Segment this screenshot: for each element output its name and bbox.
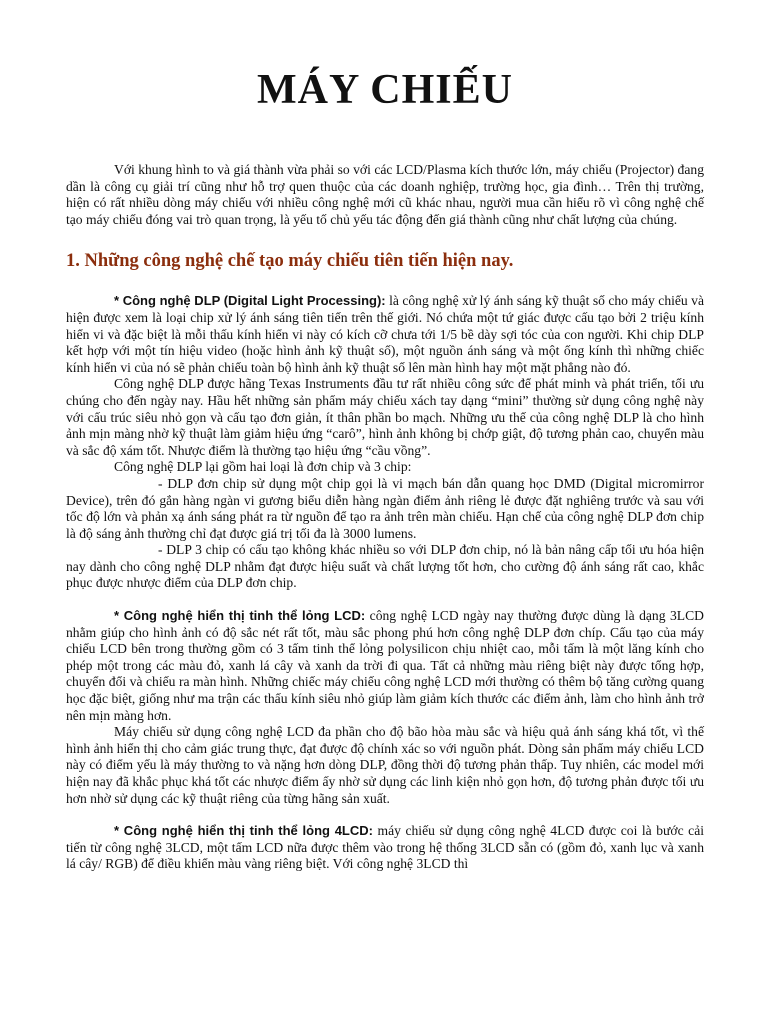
dlp-paragraph-3: Công nghệ DLP lại gồm hai loại là đơn chip và 3 chip: <box>114 459 412 475</box>
dlp-paragraph-2: Công nghệ DLP được hãng Texas Instruments đầu tư rất nhiều công sức để phát minh và phát triển, tối ưu chúng cho đến ngày nay. Hầu hết những sản phẩm máy chiếu xách tay dạng “mini” thường sử dụng công nghệ này với cấu trúc siêu nhỏ gọn và cấu tạo đơn giản, ít thân phần bo mạch. Những ưu thế của công nghệ DLP là cho hình ảnh mịn màng nhờ kỹ thuật làm giảm hiệu ứng “carô”, hình ảnh không bị chớp giật, độ tương phản cao, chuyển màu và sắc độ xám tốt. Nhược điểm là thường tạo hiệu ứng “cầu vồng”. <box>66 376 704 458</box>
lcd4-text: máy chiếu sử dụng công nghệ 4LCD được coi là bước cải tiến từ công nghệ 3LCD, một tấm LCD nữa được thêm vào trong hệ thống 3LCD sẵn có (gồm đỏ, xanh lục và xanh lá cây/ RGB) để điều khiển màu vàng riêng biệt. Với công nghệ 3LCD thì <box>66 823 704 872</box>
intro-paragraph: Với khung hình to và giá thành vừa phải so với các LCD/Plasma kích thước lớn, máy chiếu (Projector) đang dần là công cụ giải trí cũng như hỗ trợ quen thuộc của các doanh nghiệp, trường học, gia đình… Trên thị trường, hiện có rất nhiều dòng máy chiếu với nhiều công nghệ mới cũ khác nhau, người mua cần hiểu rõ vì công nghệ chế tạo máy chiếu đóng vai trò quan trọng, là yếu tố chủ yếu tác động đến giá thành cũng như chất lượng của chúng. <box>66 162 704 227</box>
dlp-paragraph <box>66 293 704 376</box>
dlp-bullet-single-chip: - DLP đơn chip sử dụng một chip gọi là vi mạch bán dẫn quang học DMD (Digital micromirror Device), trên đó gắn hàng ngàn vi gương biểu diễn hàng ngàn điểm ảnh riêng lẻ được đặt nghiêng trước và sau với tốc độ lớn và phản xạ ánh sáng phát ra từ nguồn để tạo ra ảnh trên màn chiếu. Hạn chế của công nghệ DLP đơn chip là độ sáng ảnh thường chỉ đạt được giá trị tối đa là 3000 lumens. <box>66 475 704 541</box>
dlp-text: là công nghệ xử lý ánh sáng kỹ thuật số cho máy chiếu và hiện được xem là loại chip xử lý ánh sáng tiên tiến trên thế giới. Nó chứa một tứ giác được cấu tạo bởi 2 triệu kính hiển vi và đặc biệt là mỗi thấu kính hiển vi này có kích cỡ chưa tới 1/5 bề dày sợi tóc của con người. Khi chip DLP kết hợp với một tín hiệu video (hoặc hình ảnh kỹ thuật số), một nguồn ánh sáng và một ống kính thì những chiếc kính hiển vi của nó sẽ phản chiếu toàn bộ hình ảnh kỹ thuật số lên màn hình hay một mặt phẳng nào đó. <box>66 293 704 375</box>
lcd-term: * Công nghệ hiển thị tinh thể lỏng LCD: <box>114 608 366 624</box>
document-title: MÁY CHIẾU <box>257 67 513 113</box>
lcd-paragraph <box>66 608 704 724</box>
section-heading: 1. Những công nghệ chế tạo máy chiếu tiên tiến hiện nay. <box>66 251 514 272</box>
dlp-bullet-three-chip: - DLP 3 chip có cấu tạo không khác nhiều so với DLP đơn chip, nó là bản nâng cấp tối ưu hóa hiện nay dành cho công nghệ DLP nhằm đạt được hiệu suất và chất lượng tốt hơn, cho cường độ ánh sáng rất cao, khắc phục được nhược điểm của DLP đơn chip. <box>66 542 704 591</box>
lcd-text: công nghệ LCD ngày nay thường được dùng là dạng 3LCD nhằm giúp cho hình ảnh có độ sắc nét rất tốt, màu sắc phong phú hơn công nghệ DLP đơn chíp. Cấu tạo của máy chiếu LCD bên trong thường gồm có 3 tấm tinh thể lỏng polysilicon chịu nhiệt cao, mỗi tấm là một lăng kính cho phép một trong các màu đỏ, xanh lá cây và xanh da trời đi qua. Tất cả những màu riêng biệt này được tổng hợp, chuyển đổi và chiếu ra màn hình. Những chiếc máy chiếu công nghệ LCD mới thường có thêm bộ tăng cường quang học đặc biệt, giống như ma trận các thấu kính siêu nhỏ giúp làm giảm kích thước các điểm ảnh, làm cho hình ảnh trở nên mịn màng hơn. <box>66 608 704 723</box>
lcd4-term: * Công nghệ hiển thị tinh thể lỏng 4LCD: <box>114 823 373 839</box>
lcd4-paragraph <box>66 823 704 873</box>
dlp-term: * Công nghệ DLP (Digital Light Processing): <box>114 293 386 309</box>
lcd-paragraph-2: Máy chiếu sử dụng công nghệ LCD đa phần cho độ bão hòa màu sắc và hiệu quả ánh sáng khá tốt, vì thế hình ảnh hiển thị cho cảm giác trung thực, đạt được độ chính xác so với nguồn phát. Dòng sản phẩm máy chiếu LCD này có điểm yếu là máy thường to và nặng hơn dòng DLP, đồng thời độ tương phản thấp. Tuy nhiên, các model mới hiện nay đã khắc phục khá tốt các nhược điểm ấy nhờ sử dụng các linh kiện nhỏ gọn hơn, độ tương phản được tối ưu hơn nhờ sử dụng các kỹ thuật riêng của từng hãng sản xuất. <box>66 724 704 806</box>
